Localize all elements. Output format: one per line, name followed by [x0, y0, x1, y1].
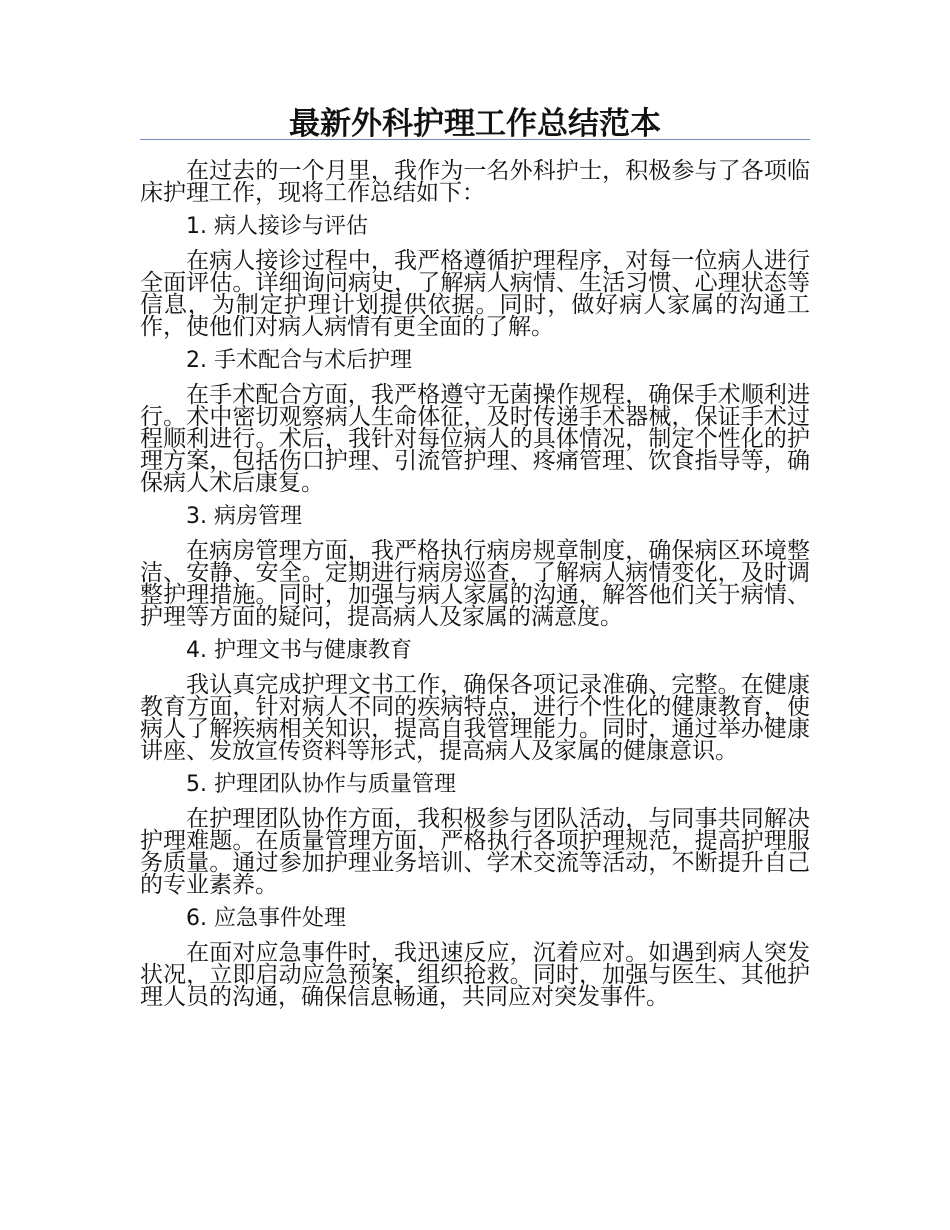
section-body-6: 在面对应急事件时，我迅速反应，沉着应对。如遇到病人突发状况，立即启动应急预案，组织抢救。同时，加强与医生、其他护理人员的沟通，确保信息畅通，共同应对突发事件。: [140, 940, 810, 1010]
section-body-4: 我认真完成护理文书工作，确保各项记录准确、完整。在健康教育方面，针对病人不同的疾病特点，进行个性化的健康教育，使病人了解疾病相关知识，提高自我管理能力。同时，通过举办健康讲座、发放宣传资料等形式，提高病人及家属的健康意识。: [140, 672, 810, 764]
title-underline: [140, 139, 810, 140]
section-heading-2: 2. 手术配合与术后护理: [186, 348, 412, 373]
section-body-5: 在护理团队协作方面，我积极参与团队活动，与同事共同解决护理难题。在质量管理方面，严格执行各项护理规范，提高护理服务质量。通过参加护理业务培训、学术交流等活动，不断提升自己的专业素养。: [140, 806, 810, 898]
section-body-2: 在手术配合方面，我严格遵守无菌操作规程，确保手术顺利进行。术中密切观察病人生命体征，及时传递手术器械，保证手术过程顺利进行。术后，我针对每位病人的具体情况，制定个性化的护理方案，包括伤口护理、引流管护理、疼痛管理、饮食指导等，确保病人术后康复。: [140, 382, 810, 496]
document-title: 最新外科护理工作总结范本: [289, 106, 661, 142]
section-heading-3: 3. 病房管理: [186, 504, 302, 529]
document-body: [140, 160, 810, 1008]
section-body-1: 在病人接诊过程中，我严格遵循护理程序，对每一位病人进行全面评估。详细询问病史，了解病人病情、生活习惯、心理状态等信息，为制定护理计划提供依据。同时，做好病人家属的沟通工作，使他们对病人病情有更全面的了解。: [140, 248, 810, 340]
section-heading-1: 1. 病人接诊与评估: [186, 214, 368, 239]
section-heading-6: 6. 应急事件处理: [186, 906, 346, 931]
intro-paragraph: 在过去的一个月里，我作为一名外科护士，积极参与了各项临床护理工作，现将工作总结如下：: [140, 158, 810, 206]
section-body-3: 在病房管理方面，我严格执行病房规章制度，确保病区环境整洁、安静、安全。定期进行病房巡查，了解病人病情变化，及时调整护理措施。同时，加强与病人家属的沟通，解答他们关于病情、护理等方面的疑问，提高病人及家属的满意度。: [140, 538, 810, 630]
section-heading-5: 5. 护理团队协作与质量管理: [186, 772, 456, 797]
section-heading-4: 4. 护理文书与健康教育: [186, 638, 412, 663]
